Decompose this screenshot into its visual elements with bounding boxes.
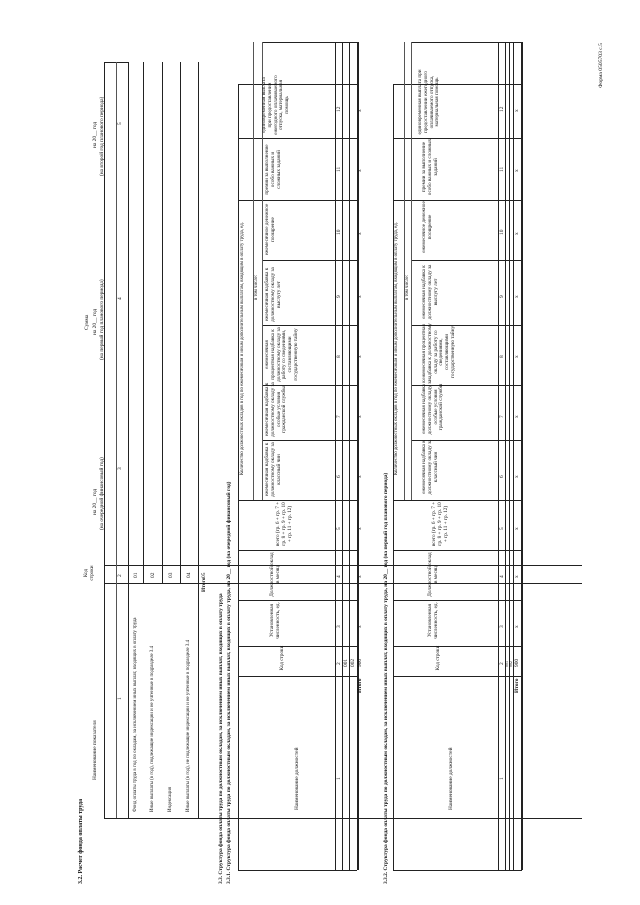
col6-header: ежемесячная надбавка к должностному окладу за классный чин (264, 442, 282, 497)
row-code: 04 (186, 572, 192, 578)
period3-sub: (на второй год планового периода) (99, 96, 105, 176)
col-salary-header: Должностной оклад в месяц (427, 552, 439, 597)
x-mark: x (514, 575, 520, 578)
section-3-3-1-title: 3.3.1. Структура фонда оплаты труда по должностным окладам, за исключением иных выплат, входящих в оплату труда, на 20__ год (на очередной финансовый год) (226, 481, 232, 884)
total-code: 05 (201, 572, 207, 578)
total-code: 900 (514, 658, 520, 667)
row-code: 001 (343, 658, 349, 667)
col-count-header: Установленная численность, ед. (269, 602, 281, 639)
x-mark: x (357, 109, 363, 112)
colnum: 1 (499, 777, 505, 780)
col10-header: ежемесячное денежное поощрение (421, 201, 433, 253)
x-mark: x (357, 527, 363, 530)
col-pos-header: Наименование должностей (294, 747, 300, 810)
total-code: 900 (357, 658, 363, 667)
section-3-2-title: 3.2. Расчет фонда оплаты труда (78, 798, 84, 884)
colnum: 7 (499, 415, 505, 418)
col9-header: ежемесячная надбавка к должностному окладу за выслугу лет (264, 267, 282, 322)
x-mark: x (514, 295, 520, 298)
row-code: 002 (508, 661, 513, 667)
colnum: 8 (499, 355, 505, 358)
x-mark: x (514, 625, 520, 628)
x-mark: x (357, 415, 363, 418)
x-mark: x (514, 169, 520, 172)
x-mark: x (514, 355, 520, 358)
colnum: 10 (499, 229, 505, 235)
group-header: Количество должностных окладов в год по ежемесячным и иным дополнительным выплатам, входящим в оплату труда, ед. (394, 222, 399, 475)
x-mark: x (357, 295, 363, 298)
colnum: 5 (499, 527, 505, 530)
period2-sub: (на первый год планового периода) (99, 279, 105, 360)
colnum: 5 (336, 527, 342, 530)
period3-label: на 20__ год (92, 121, 98, 148)
row-code: 001 (504, 661, 509, 667)
row-code: 03 (168, 572, 174, 578)
row-name: Иные выплаты (в год), не подлежащие индексации и не учтенные в подразделе 3.4 (186, 639, 191, 812)
x-mark: x (357, 169, 363, 172)
col-total-header: всего (гр. 6 + гр. 7 + гр. 8 + гр. 9 + гр. 10 + гр. 11 + гр. 12) (275, 501, 293, 547)
x-mark: x (514, 232, 520, 235)
col9-header: ежемесячная надбавка к должностному окладу за выслугу лет (421, 264, 439, 320)
section-3-3-2-title: 3.3.2. Структура фонда оплаты труда по должностным окладам, за исключением иных выплат, входящих в оплату труда, на 20__ год (на первый год планового периода) (383, 472, 389, 884)
col6-header: ежемесячная надбавка к должностному окладу за классный чин (421, 439, 439, 495)
colnum: 1 (117, 697, 123, 700)
col8-header: ежемесячная процентная надбавка к должностному окладу за работу со сведениями, составляющими государственную тайну (421, 323, 457, 381)
x-mark: x (357, 355, 363, 358)
col-pos-header: Наименование должностей (448, 747, 454, 810)
period1-label: на 20__ год (92, 488, 98, 515)
x-mark: x (514, 415, 520, 418)
col-code-header: Код строки (435, 645, 441, 671)
colnum: 3 (499, 625, 505, 628)
colnum: 6 (499, 475, 505, 478)
col-sum-header: Сумма (84, 314, 90, 330)
x-mark: x (514, 475, 520, 478)
x-mark: x (514, 109, 520, 112)
row-code: 002 (350, 658, 356, 667)
colnum: 10 (336, 229, 342, 235)
total-label: Итого (201, 577, 207, 592)
total-label: Итого (357, 678, 363, 693)
total-label: Итого (514, 678, 520, 693)
row-name: Иные выплаты (в год), подлежащие индексации и не учтенные в подразделе 3.4 (150, 645, 155, 812)
col-total-header: всего (гр. 6 + гр. 7 + гр. 8 + гр. 9 + гр. 10 + гр. 11 + гр. 12) (431, 501, 449, 547)
colnum: 8 (336, 355, 342, 358)
x-mark: x (514, 527, 520, 530)
colnum: 2 (117, 574, 123, 577)
colnum: 9 (499, 295, 505, 298)
col11-header: премии за выполнение особо важных и сложных заданий (264, 144, 282, 195)
colnum: 3 (117, 467, 123, 470)
col11-header: премии за выполнение особо важных и сложных заданий (421, 138, 439, 196)
colnum: 4 (117, 297, 123, 300)
colnum: 9 (336, 295, 342, 298)
row-name: Индексация (168, 787, 173, 812)
colnum: 4 (336, 575, 342, 578)
incl-label: в том числе: (405, 274, 410, 300)
col8-header: ежемесячная процентная надбавка к должностному окладу за работу со сведениями, составляющими государственную тайну (264, 327, 300, 382)
col-code-header: Код строки (83, 565, 95, 581)
colnum: 3 (336, 625, 342, 628)
colnum: 11 (336, 166, 342, 172)
colnum: 7 (336, 415, 342, 418)
col10-header: ежемесячное денежное поощрение (264, 203, 276, 256)
row-code: 02 (150, 572, 156, 578)
col-code-header: Код строки (279, 645, 285, 671)
colnum: 6 (336, 475, 342, 478)
colnum: 2 (336, 662, 342, 665)
colnum: 2 (499, 662, 505, 665)
x-mark: x (357, 232, 363, 235)
col12-header: единовременная выплата при предоставлении ежегодного оплачиваемого отпуска, материальная помощь (417, 69, 441, 135)
period2-label: на 20__ год (92, 308, 98, 335)
colnum: 5 (117, 122, 123, 125)
col7-header: ежемесячная надбавка к должностному окладу за особые условия гражданской службы (264, 382, 288, 437)
group-header: Количество должностных окладов в год по ежемесячным и иным дополнительным выплатам, входящим в оплату труда, ед. (240, 222, 245, 475)
row-code: 01 (133, 572, 139, 578)
section-3-3-title: 3.3. Структура фонда оплаты труда по должностным окладам, за исключением иных выплат, входящих в оплату труда (218, 593, 224, 884)
x-mark: x (357, 625, 363, 628)
col7-header: ежемесячная надбавка к должностному окладу за особые условия гражданской службы (421, 379, 445, 435)
row-name: Фонд оплаты труда в год по окладам, за исключением иных выплат, входящих в оплату труда (133, 617, 138, 812)
col12-header: единовременная выплата при предоставлении ежегодного оплачиваемого отпуска, материальная помощь (261, 75, 291, 135)
form-code: Форма 0505703 с.5 (598, 43, 604, 88)
x-mark: x (357, 575, 363, 578)
colnum: 12 (499, 106, 505, 112)
col-name-header: Наименование показателя (92, 720, 98, 780)
col-salary-header: Должностной оклад в месяц (269, 552, 281, 597)
x-mark: x (357, 475, 363, 478)
colnum: 12 (336, 106, 342, 112)
colnum: 4 (499, 575, 505, 578)
col-count-header: Установленная численность, ед. (427, 602, 439, 639)
period1-sub: (на очередной финансовый год) (99, 457, 105, 530)
colnum: 1 (336, 777, 342, 780)
incl-label: в том числе: (254, 274, 259, 300)
colnum: 11 (499, 166, 505, 172)
